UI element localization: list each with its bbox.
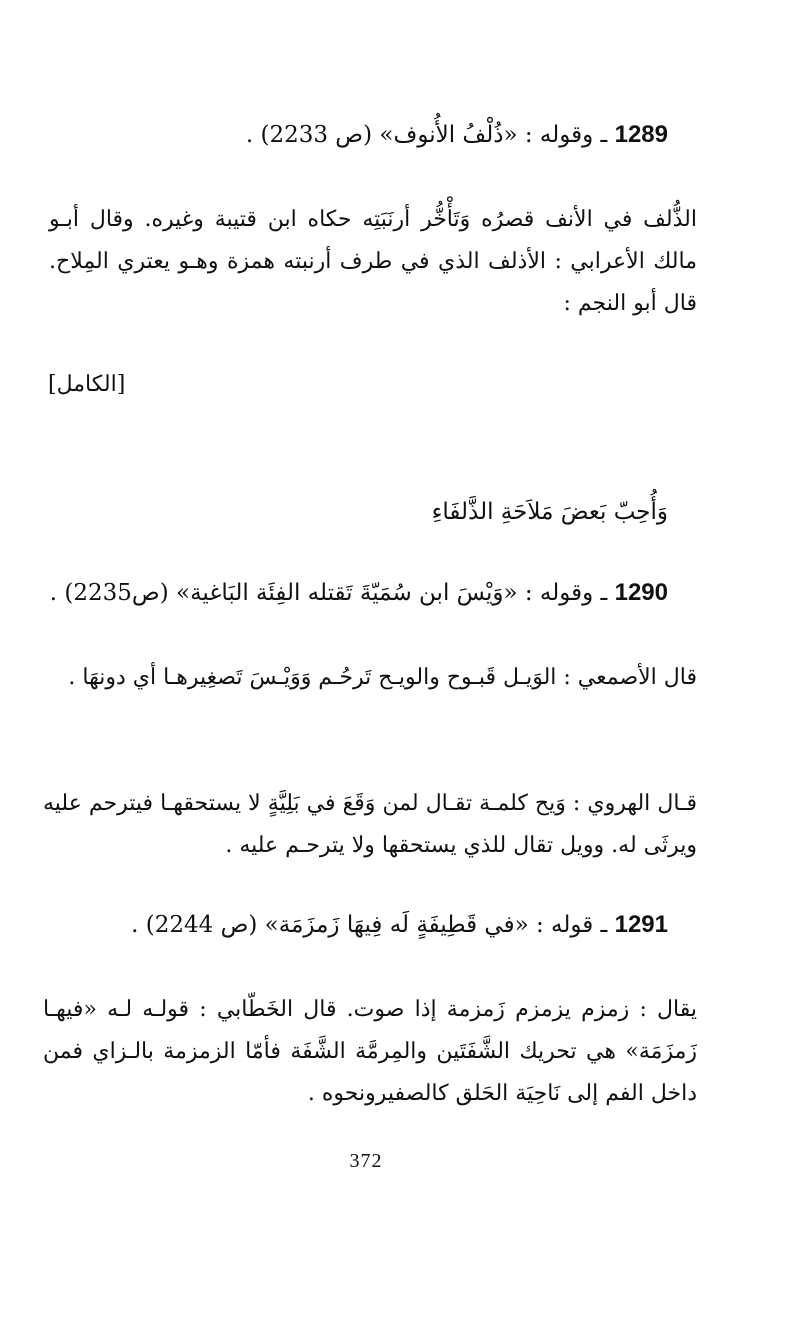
entry-paragraph: يقال : زمزم يزمزم زَمزمة إذا صوت. قال الخَطّابي : قولـه لـه «فيهـا زَمزَمَة» هي تحريك الشَّفَتَين والمِرمَّة الشَّفَة فأمّا الزمزمة بالـزاي فمن داخل الفم إلى نَاحِيَة الحَلق كالصفيرونحوه . [43,997,697,1106]
entry-paragraph: قال الأصمعي : الوَيـل قَبـوح والويـح تَرحُـم وَوَيْـسَ تَصغِيرهـا أي دونهَا . [68,665,697,690]
poetry-verse: وَأُحِبّ بَعضَ مَلاَحَةِ الذَّلفَاءِ [431,499,668,525]
entry-number: 1289 [614,121,668,148]
entry-heading-text: ـ وقوله : «وَيْسَ ابن سُمَيّةَ تَقتله الفِئَة البَاغية» (ص2235) . [49,580,608,606]
entry-paragraph: قـال الهروي : وَيح كلمـة تقـال لمن وَقَعَ في بَلِيَّةٍ لا يستحقهـا فيترحم عليه ويرثَى له. وويل تقال للذي يستحقها ولا يترحـم عليه . [43,791,697,858]
entry-number: 1291 [614,911,668,938]
entry-heading-1291 [131,908,668,942]
page-number: 372 [349,1150,383,1172]
entry-paragraph: الذُّلف في الأنف قصرُه وَتَأْخُّر أرنَبَتِه حكاه ابن قتيبة وغيره. وقال أبـو مالك الأعرابي : الأذلف الذي في طرف أرنبته همزة وهـو يعتري المِلاح. قال أبو النجم : [49,207,697,316]
entry-number: 1290 [614,579,668,606]
entry-heading-text: ـ قوله : «في قَطِيفَةٍ لَه فِيهَا زَمزَمَة» (ص 2244) . [131,912,608,938]
entry-heading-text: ـ وقوله : «ذُلْفُ الأُنوف» (ص 2233) . [245,122,608,148]
verse-meter-label: [الكامل] [48,372,126,397]
entry-heading-1289 [246,118,668,152]
entry-heading-1290 [50,576,668,610]
